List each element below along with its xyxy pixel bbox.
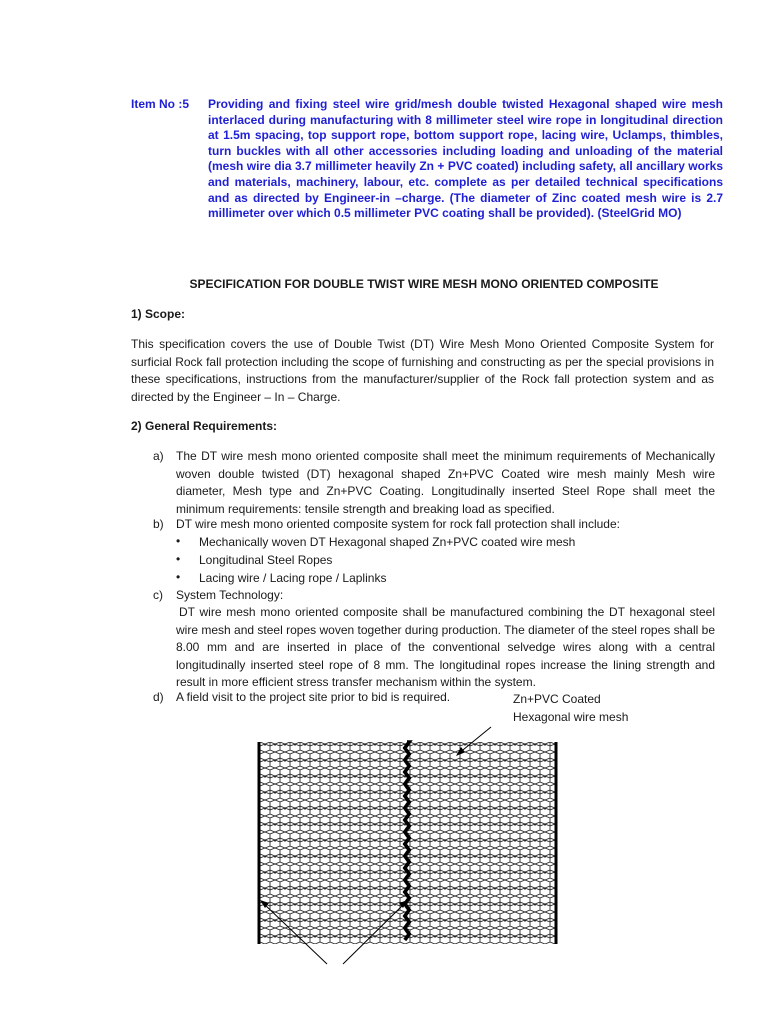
- list-item-text: A field visit to the project site prior to bid is required.: [176, 690, 451, 704]
- item-number-label: Item No :5: [131, 97, 190, 111]
- list-item-text: DT wire mesh mono oriented composite system for rock fall protection shall include:: [176, 517, 620, 531]
- bullet-text: Longitudinal Steel Ropes: [199, 553, 333, 567]
- bullet-dot: •: [176, 534, 181, 548]
- callout-line: Hexagonal wire mesh: [513, 710, 629, 724]
- bullet-text: Mechanically woven DT Hexagonal shaped Zn+PVC coated wire mesh: [199, 535, 576, 549]
- callout-line: Zn+PVC Coated: [513, 692, 601, 706]
- scope-paragraph: This specification covers the use of Double Twist (DT) Wire Mesh Mono Oriented Composite System for surficial Rock fall protection including the scope of furnishing and constructing as per the special provisions in these specifications, instructions from the manufacturer/supplier of the Rock fall protection system and as directed by the Engineer – In – Charge.: [131, 337, 714, 404]
- bullet-dot: •: [176, 552, 181, 566]
- list-marker: b): [153, 517, 164, 531]
- list-item-text: DT wire mesh mono oriented composite shall be manufactured combining the DT hexagonal steel wire mesh and steel ropes woven together during production. The diameter of the steel ropes shall be 8.00 mm and are inserted in place of the conventional selvedge wires along with a central longitudinally inserted steel rope of 8 mm. The longitudinal ropes increase the lining strength and result in more efficient stress transfer mechanism within the system.: [176, 605, 715, 690]
- list-marker: c): [153, 588, 163, 602]
- scope-heading: 1) Scope:: [131, 307, 186, 321]
- list-marker: d): [153, 690, 164, 704]
- item-description: Providing and fixing steel wire grid/mesh double twisted Hexagonal shaped wire mesh interlaced during manufacturing with 8 millimeter steel wire rope in longitudinal direction at 1.5m spacing, top support rope, bottom support rope, lacing wire, Uclamps, thimbles, turn buckles with all other accessories including loading and unloading of the material (mesh wire dia 3.7 millimeter heavily Zn + PVC coated) including safety, all ancillary works and materials, machinery, labour, etc. complete as per detailed technical specifications and as directed by Engineer-in –charge. (The diameter of Zinc coated mesh wire is 2.7 millimeter over which 0.5 millimeter PVC coating shall be provided). (SteelGrid MO): [208, 97, 723, 221]
- general-requirements-heading: 2) General Requirements:: [131, 419, 278, 433]
- list-item-text: System Technology:: [176, 588, 284, 602]
- list-marker: a): [153, 449, 164, 463]
- specification-title: SPECIFICATION FOR DOUBLE TWIST WIRE MESH MONO ORIENTED COMPOSITE: [189, 277, 659, 291]
- list-item-text: The DT wire mesh mono oriented composite shall meet the minimum requirements of Mechanically woven double twisted (DT) hexagonal shaped Zn+PVC Coated wire mesh mainly Mesh wire diameter, Mesh type and Zn+PVC Coating. Longitudinally inserted Steel Rope shall meet the minimum requirements: tensile strength and breaking load as specified.: [176, 449, 715, 516]
- bullet-text: Lacing wire / Lacing rope / Laplinks: [199, 571, 387, 585]
- bullet-dot: •: [176, 570, 181, 584]
